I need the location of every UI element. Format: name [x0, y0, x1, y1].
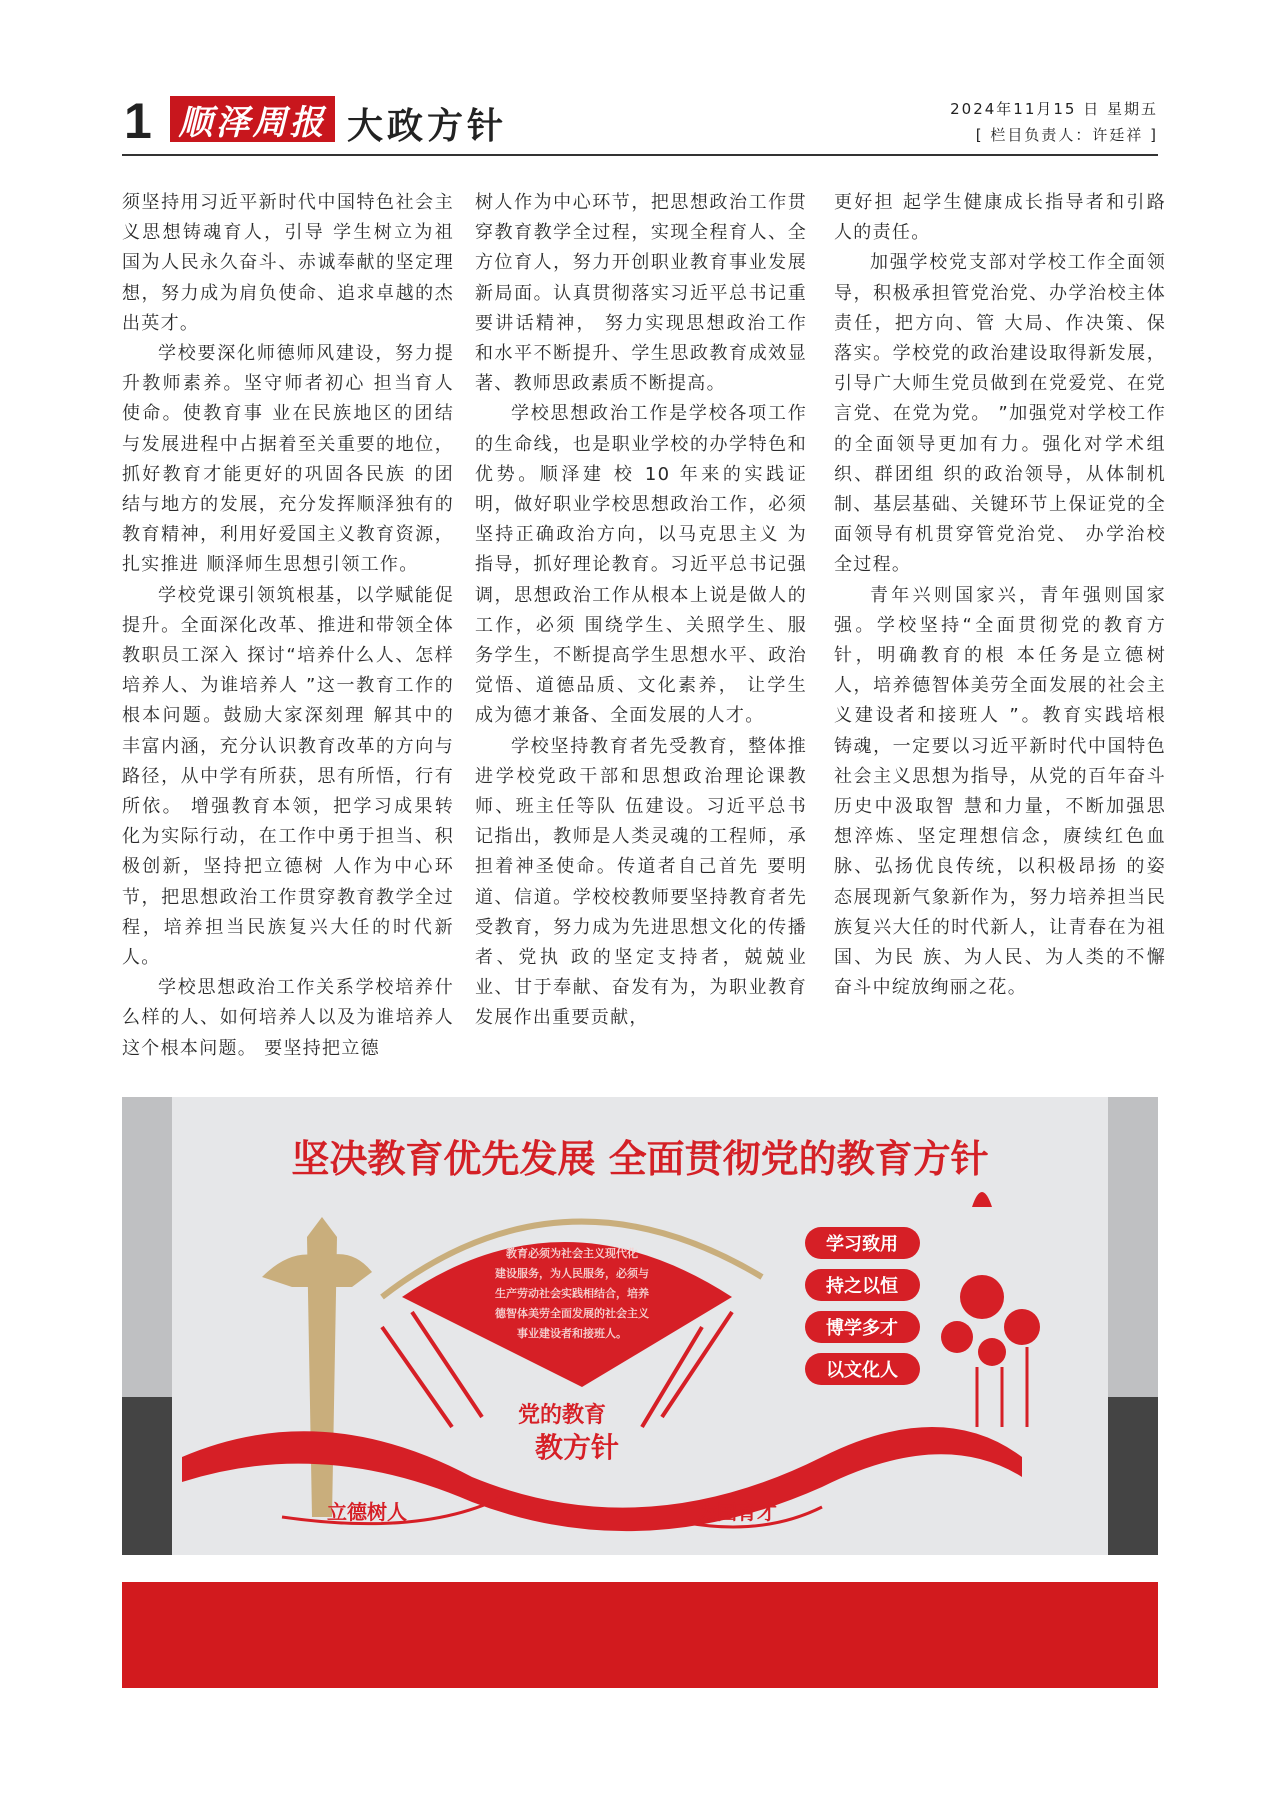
fan-text-line: 事业建设者和接班人。	[517, 1327, 627, 1340]
paragraph: 学校党课引领筑根基，以学赋能促提升。全面深化改革、推进和带领全体教职员工深入 探讨“培养什么人、怎样培养人、为谁培养人 ”这一教育工作的根本问题。鼓励大家深刻理 解其中的丰富内涵，充分认识教育改革的方向与路径，从中学有所获，思有所悟，行有所依。 增强教育本领，把学习成果转化为实际行动，在工作中勇于担当、积极创新，坚持把立德树 人作为中心环节，把思想政治工作贯穿教育教学全过程，培养担当民族复兴大任的时代新人。	[122, 584, 454, 969]
ribbon-label-left: 立德树人	[327, 1500, 407, 1524]
page-number: 1	[124, 93, 152, 149]
masthead-logo: 顺泽周报	[170, 96, 335, 142]
paragraph: 须坚持用习近平新时代中国特色社会主义思想铸魂育人，引导 学生树立为祖国为人民永久奋斗、赤诚奉献的坚定理想，努力成为肩负使命、追求卓越的杰 出英才。	[122, 192, 454, 334]
article-column-1	[122, 188, 454, 1064]
poster-title: 坚决教育优先发展 全面贯彻党的教育方针	[291, 1137, 989, 1181]
column-editor: [ 栏目负责人：许廷祥 ]	[975, 126, 1158, 144]
fan-text-line: 建设服务，为人民服务，必须与	[495, 1267, 649, 1280]
fan-text-line: 生产劳动社会实践相结合，培养	[495, 1287, 649, 1300]
issue-info	[950, 96, 1158, 148]
paragraph: 青年兴则国家兴，青年强则国家强。学校坚持“全面贯彻党的教育方针，明确教育的根 本任务是立德树人，培养德智体美劳全面发展的社会主义建设者和接班人 ”。教育实践培根 铸魂，一定要以习近平新时代中国特色社会主义思想为指导，从党的百年奋斗历史中汲取智 慧和力量，不断加强思想淬炼、坚定理想信念，赓续红色血脉、弘扬优良传统，以积极昂扬 的姿态展现新气象新作为，努力培养担当民族复兴大任的时代新人，让青春在为祖国、为民 族、为人民、为人类的不懈奋斗中绽放绚丽之花。	[834, 584, 1166, 999]
article-column-3	[834, 188, 1166, 1003]
paragraph: 更好担 起学生健康成长指导者和引路人的责任。	[834, 192, 1166, 244]
badge: 学习致用	[826, 1234, 898, 1255]
badge: 博学多才	[826, 1318, 898, 1339]
center-label: 党的教育	[517, 1402, 607, 1428]
section-title: 大政方针	[347, 106, 508, 147]
education-poster-image	[122, 1097, 1158, 1555]
fan-text-line: 德智体美劳全面发展的社会主义	[495, 1307, 649, 1320]
ribbon-label-right: 为国育才	[697, 1500, 777, 1524]
article-column-2	[475, 188, 807, 1034]
paragraph: 学校要深化师德师风建设，努力提升教师素养。坚守师者初心 担当育人使命。使教育事 业在民族地区的团结与发展进程中占据着至关重要的地位，抓好教育才能更好的巩固各民族 的团结与地方的发展，充分发挥顺泽独有的教育精神，利用好爱国主义教育资源，扎实推进 顺泽师生思想引领工作。	[122, 343, 454, 576]
badge: 持之以恒	[826, 1276, 898, 1297]
issue-date: 2024年11月15 日 星期五	[950, 100, 1158, 118]
fan-text-line: 教育必须为社会主义现代化	[506, 1247, 638, 1260]
footer-red-banner	[122, 1582, 1158, 1688]
header-rule	[122, 154, 1158, 156]
paragraph: 学校思想政治工作关系学校培养什么样的人、如何培养人以及为谁培养人这个根本问题。 要坚持把立德	[122, 977, 454, 1059]
center-label: 教方针	[534, 1431, 620, 1464]
paragraph: 树人作为中心环节，把思想政治工作贯穿教育教学全过程，实现全程育人、全 方位育人，努力开创职业教育事业发展新局面。认真贯彻落实习近平总书记重要讲话精神， 努力实现思想政治工作和水平不断提升、学生思政教育成效显著、教师思政素质不断提高。	[475, 192, 807, 395]
badge: 以文化人	[826, 1360, 898, 1381]
paragraph: 加强学校党支部对学校工作全面领导，积极承担管党治党、办学治校主体责任，把方向、管 大局、作决策、保落实。学校党的政治建设取得新发展，引导广大师生党员做到在党爱党、在党言党、在党为党。 ”加强党对学校工作的全面领导更加有力。强化对学术组织、群团组 织的政治领导，从体制机制、基层基础、关键环节上保证党的全面领导有机贯穿管党治党、 办学治校全过程。	[834, 252, 1166, 576]
paragraph: 学校坚持教育者先受教育，整体推进学校党政干部和思想政治理论课教师、班主任等队 伍建设。习近平总书记指出，教师是人类灵魂的工程师，承担着神圣使命。传道者自己首先 要明道、信道。学校校教师要坚持教育者先受教育，努力成为先进思想文化的传播者、党执 政的坚定支持者，兢兢业业、甘于奉献、奋发有为，为职业教育发展作出重要贡献，	[475, 735, 807, 1029]
paragraph: 学校思想政治工作是学校各项工作的生命线，也是职业学校的办学特色和优势。顺泽建 校 10 年来的实践证明，做好职业学校思想政治工作，必须坚持正确政治方向，以马克思主义 为指导，抓好理论教育。习近平总书记强调，思想政治工作从根本上说是做人的工作，必须 围绕学生、关照学生、服务学生，不断提高学生思想水平、政治觉悟、道德品质、文化素养， 让学生成为德才兼备、全面发展的人才。	[475, 403, 807, 727]
